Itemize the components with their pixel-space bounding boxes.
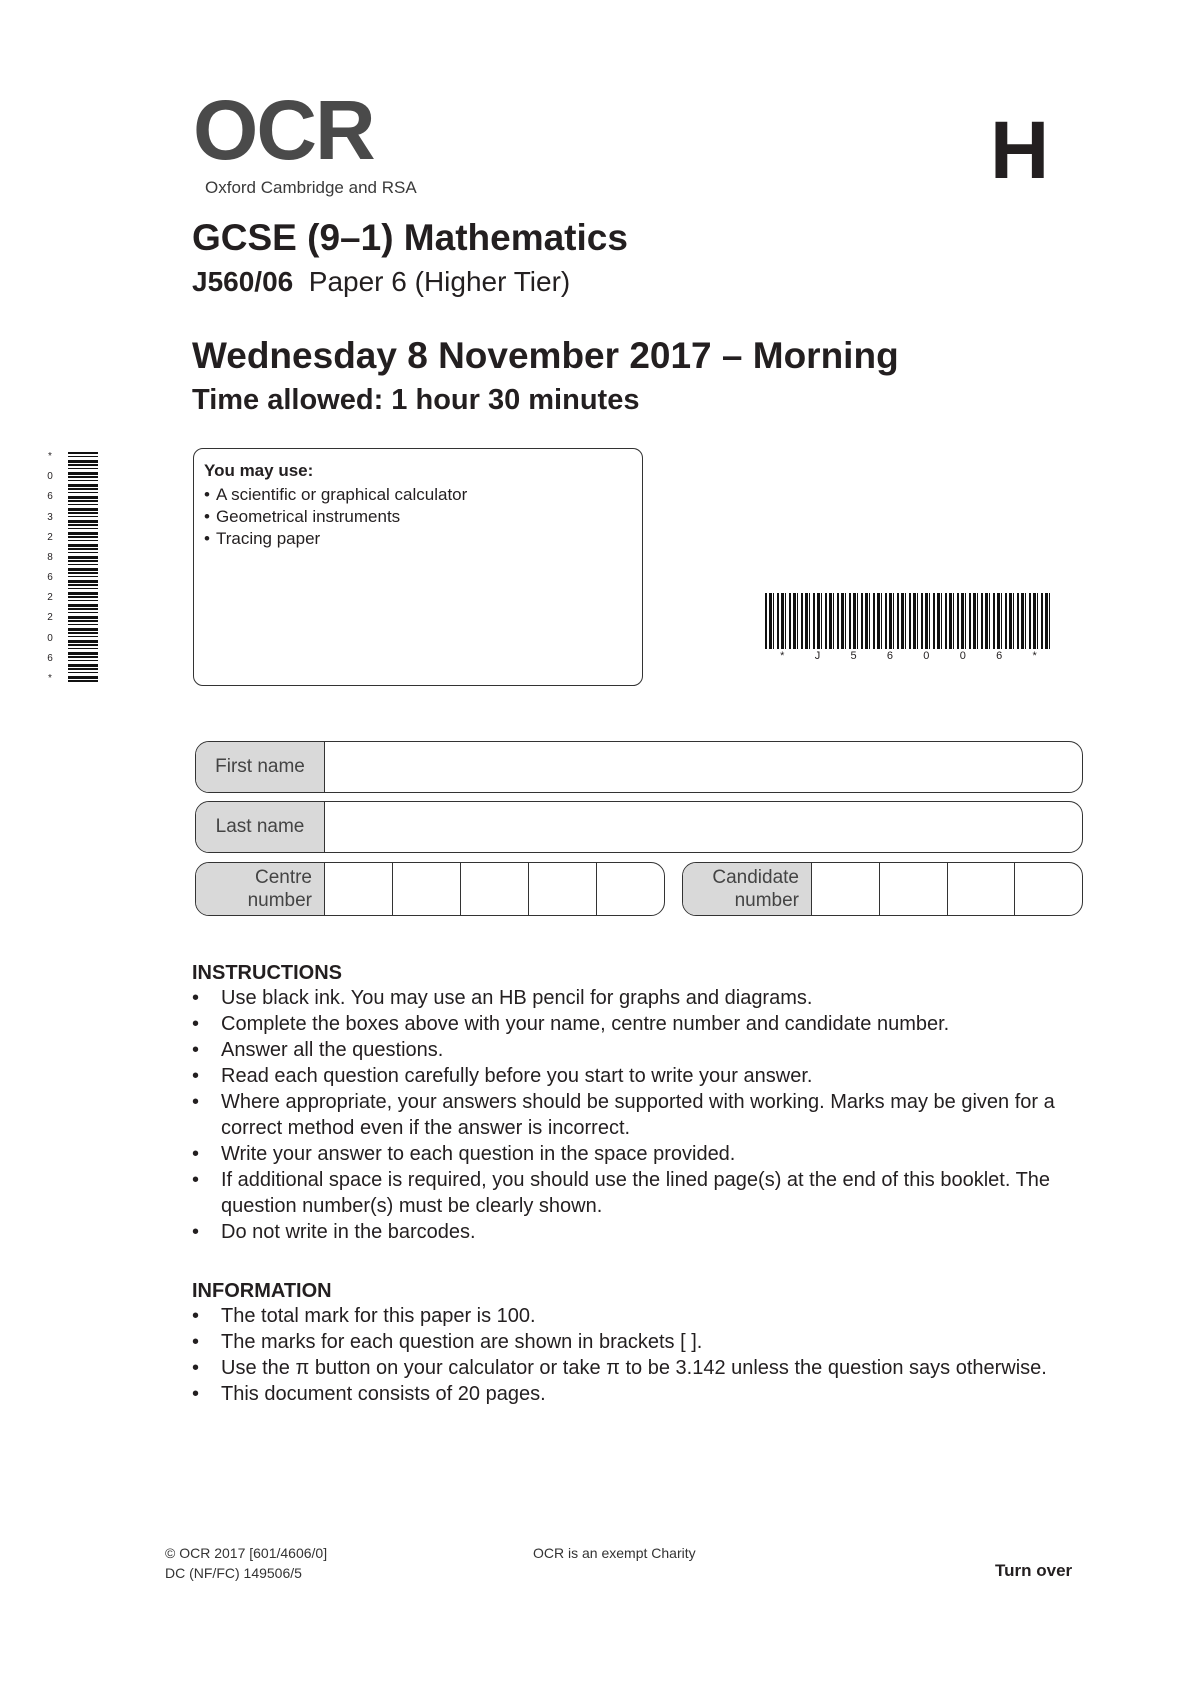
instruction-item: • Complete the boxes above with your name, centre number and candidate number. bbox=[192, 1011, 1072, 1037]
candidate-number-cell[interactable] bbox=[948, 863, 1016, 915]
barcode-digit: 5 bbox=[850, 650, 857, 662]
information-item: • This document consists of 20 pages. bbox=[192, 1381, 1072, 1407]
charity-text: OCR is an exempt Charity bbox=[533, 1545, 696, 1561]
may-use-item: • Tracing paper bbox=[204, 528, 632, 550]
barcode-digit: 6 bbox=[47, 652, 53, 664]
centre-label-line2: number bbox=[247, 890, 312, 911]
barcode-digit: 6 bbox=[47, 491, 53, 503]
candidate-number-row bbox=[682, 862, 1083, 916]
barcode-digit: * bbox=[48, 451, 52, 462]
instruction-item: • Use black ink. You may use an HB pencil for graphs and diagrams. bbox=[192, 985, 1072, 1011]
paper-code: J560/06 bbox=[192, 266, 294, 297]
first-name-label: First name bbox=[196, 742, 325, 792]
candidate-number-cell[interactable] bbox=[880, 863, 948, 915]
candidate-number-cell[interactable] bbox=[1015, 863, 1082, 915]
centre-number-cell[interactable] bbox=[529, 863, 597, 915]
information-item: • Use the π button on your calculator or take π to be 3.142 unless the question says otherwise. bbox=[192, 1355, 1072, 1381]
information-item: • The marks for each question are shown in brackets [ ]. bbox=[192, 1329, 1072, 1355]
time-allowed: Time allowed: 1 hour 30 minutes bbox=[192, 384, 640, 416]
centre-number-cell[interactable] bbox=[597, 863, 664, 915]
barcode-digit: * bbox=[48, 672, 52, 684]
first-name-row bbox=[195, 741, 1083, 793]
barcode-digit: 0 bbox=[47, 632, 53, 644]
may-use-item: • Geometrical instruments bbox=[204, 506, 632, 528]
instruction-item: • If additional space is required, you should use the lined page(s) at the end of this booklet. The question number(s) must be clearly shown. bbox=[192, 1167, 1072, 1219]
barcode-digit: 6 bbox=[996, 650, 1003, 662]
barcode-digit: 0 bbox=[923, 650, 930, 662]
information-title: INFORMATION bbox=[192, 1280, 332, 1302]
candidate-label-line2: number bbox=[734, 890, 799, 911]
centre-number-cell[interactable] bbox=[461, 863, 529, 915]
vertical-barcode bbox=[68, 452, 98, 684]
exam-date: Wednesday 8 November 2017 – Morning bbox=[192, 335, 899, 376]
barcode-digit: 6 bbox=[47, 572, 53, 584]
centre-label-line1: Centre bbox=[254, 867, 312, 888]
centre-number-label bbox=[196, 863, 325, 915]
last-name-field[interactable] bbox=[325, 802, 1082, 852]
barcode-digit: * bbox=[780, 650, 785, 662]
instructions-section bbox=[192, 962, 1072, 1245]
horizontal-barcode bbox=[765, 593, 1052, 649]
ocr-logo: OCR bbox=[193, 83, 374, 177]
instruction-item: • Do not write in the barcodes. bbox=[192, 1219, 1072, 1245]
barcode-digit: 0 bbox=[47, 471, 53, 483]
vertical-barcode-digits bbox=[44, 452, 56, 684]
centre-number-cell[interactable] bbox=[325, 863, 393, 915]
ocr-logo-subtitle: Oxford Cambridge and RSA bbox=[205, 178, 417, 197]
subject-title: GCSE (9–1) Mathematics bbox=[192, 217, 628, 258]
barcode-digit: 6 bbox=[886, 650, 894, 662]
last-name-row bbox=[195, 801, 1083, 853]
copyright-text: © OCR 2017 [601/4606/0] bbox=[165, 1545, 328, 1561]
barcode-digit: 3 bbox=[47, 511, 53, 523]
turn-over-text: Turn over bbox=[995, 1561, 1073, 1580]
centre-number-row bbox=[195, 862, 665, 916]
last-name-label: Last name bbox=[196, 802, 325, 852]
may-use-box bbox=[193, 448, 643, 686]
candidate-number-cell[interactable] bbox=[812, 863, 880, 915]
information-item: • The total mark for this paper is 100. bbox=[192, 1303, 1072, 1329]
barcode-digit: 0 bbox=[959, 650, 966, 662]
barcode-digit: 2 bbox=[47, 592, 53, 604]
document-ref: DC (NF/FC) 149506/5 bbox=[165, 1565, 302, 1581]
information-list bbox=[192, 1303, 1072, 1407]
instructions-list bbox=[192, 985, 1072, 1245]
instruction-item: • Answer all the questions. bbox=[192, 1037, 1072, 1063]
candidate-label-line1: Candidate bbox=[712, 867, 799, 888]
instruction-item: • Where appropriate, your answers should be supported with working. Marks may be given for a correct method even if the answer is incorrect. bbox=[192, 1089, 1072, 1141]
barcode-digit: 2 bbox=[47, 612, 53, 624]
instruction-item: • Read each question carefully before you start to write your answer. bbox=[192, 1063, 1072, 1089]
paper-name: Paper 6 (Higher Tier) bbox=[308, 266, 571, 297]
first-name-field[interactable] bbox=[325, 742, 1082, 792]
barcode-digit: 8 bbox=[47, 551, 53, 563]
centre-number-cell[interactable] bbox=[393, 863, 461, 915]
barcode-digit: * bbox=[1032, 650, 1037, 662]
may-use-item: • A scientific or graphical calculator bbox=[204, 484, 632, 506]
barcode-digit: J bbox=[814, 650, 821, 662]
horizontal-barcode-digits bbox=[765, 650, 1052, 662]
tier-letter: H bbox=[990, 105, 1050, 196]
candidate-number-label bbox=[683, 863, 812, 915]
may-use-title: You may use: bbox=[204, 461, 314, 480]
information-section bbox=[192, 1280, 1072, 1407]
instructions-title: INSTRUCTIONS bbox=[192, 962, 342, 984]
footer-left bbox=[165, 1543, 327, 1583]
barcode-digit: 2 bbox=[47, 531, 53, 543]
instruction-item: • Write your answer to each question in the space provided. bbox=[192, 1141, 1072, 1167]
paper-line bbox=[192, 266, 570, 298]
